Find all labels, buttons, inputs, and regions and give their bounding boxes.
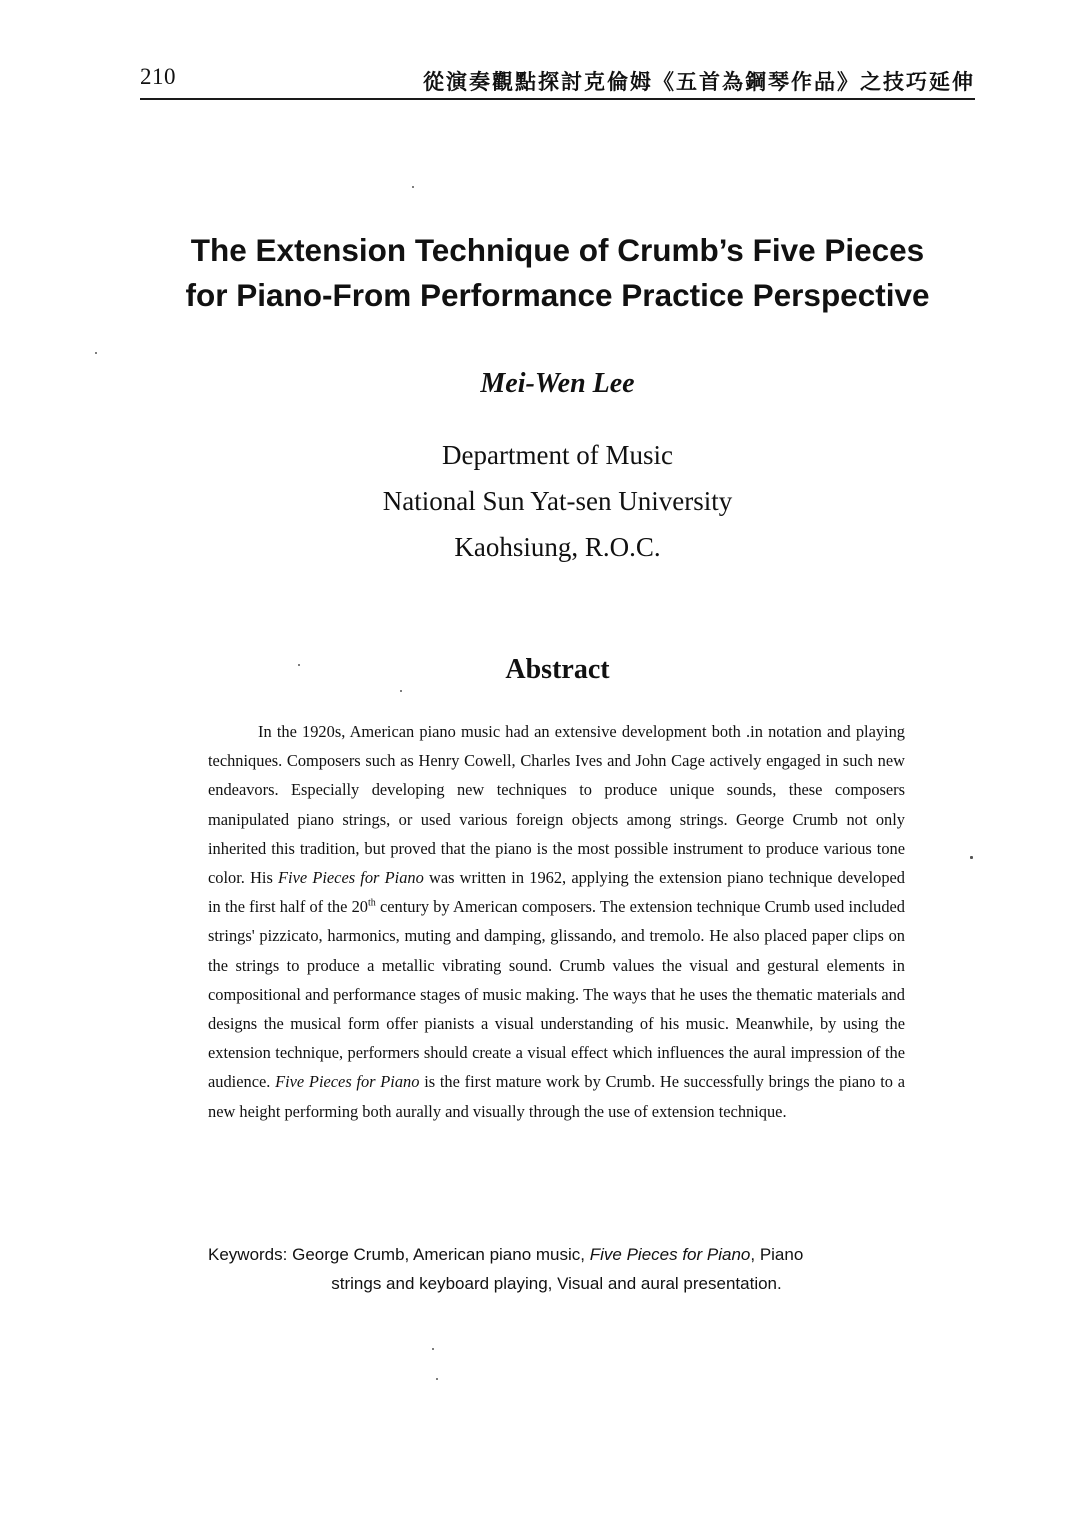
- abstract-heading: Abstract: [505, 654, 610, 685]
- scan-speck: [970, 856, 973, 859]
- affiliation-university: National Sun Yat-sen University: [382, 486, 733, 516]
- keywords-work-title: Five Pieces for Piano: [589, 1245, 751, 1264]
- abstract-ordinal-suffix: th: [367, 897, 376, 909]
- abstract-text-part-1: In the 1920s, American piano music had an extensive development both .in notation and playing techniques. Composers such as Henry Cowell, Charles Ives and John Cage actively engaged in such new endeavors. Especially developing new techniques to produce unique sounds, these composers manipulated piano strings, or used various foreign objects among strings. George Crumb not only inherited this tradition, but proved that the piano is the most possible instrument to produce various tone color. His: [208, 722, 905, 888]
- author-name: Mei-Wen Lee: [480, 368, 635, 399]
- page-number: 210: [140, 64, 176, 89]
- running-header: [140, 64, 975, 100]
- running-head-title: 從演奏觀點探討克倫姆《五首為鋼琴作品》之技巧延伸: [423, 70, 975, 94]
- affiliation-location: Kaohsiung, R.O.C.: [454, 532, 661, 562]
- keywords: [208, 1240, 905, 1298]
- affiliation-department: Department of Music: [442, 440, 673, 470]
- abstract-text-part-4: is the first mature work by Crumb. He successfully brings the piano to a new height performing both aurally and visually through the use of extension technique.: [208, 1072, 905, 1121]
- keywords-line-2: strings and keyboard playing, Visual and aural presentation.: [331, 1274, 782, 1293]
- keywords-text-part-1: George Crumb, American piano music,: [287, 1245, 590, 1264]
- paper-title: [130, 228, 985, 318]
- abstract-work-title-2: Five Pieces for Piano: [275, 1072, 420, 1092]
- paper-title-line-2: for Piano-From Performance Practice Perspective: [185, 277, 930, 313]
- author-affiliation: [0, 432, 1075, 570]
- keywords-text-part-2: , Piano: [750, 1245, 804, 1264]
- scan-speck: [400, 690, 402, 692]
- paper-title-line-1: The Extension Technique of Crumb’s Five Pieces: [190, 232, 925, 268]
- abstract-text-part-3: century by American composers. The extension technique Crumb used included strings' pizzicato, harmonics, muting and damping, glissando, and tremolo. He also placed paper clips on the strings to produce a metallic vibrating sound. Crumb values the visual and gestural elements in compositional and performance stages of music making. The ways that he uses the thematic materials and designs the musical form offer pianists a visual understanding of his music. Meanwhile, by using the extension technique, performers should create a visual effect which influences the aural impression of the audience.: [208, 897, 905, 1092]
- abstract-text-part-2: was written in 1962, applying the extension piano technique developed in the first half of the 20: [208, 868, 905, 917]
- scan-speck: [412, 186, 414, 188]
- scan-speck: [436, 1378, 438, 1380]
- scan-speck: [432, 1348, 434, 1350]
- scan-speck: [95, 352, 97, 354]
- scan-speck: [298, 664, 300, 666]
- abstract-work-title-1: Five Pieces for Piano: [278, 868, 424, 888]
- abstract-body: [208, 717, 905, 1126]
- keywords-label: Keywords:: [208, 1245, 288, 1264]
